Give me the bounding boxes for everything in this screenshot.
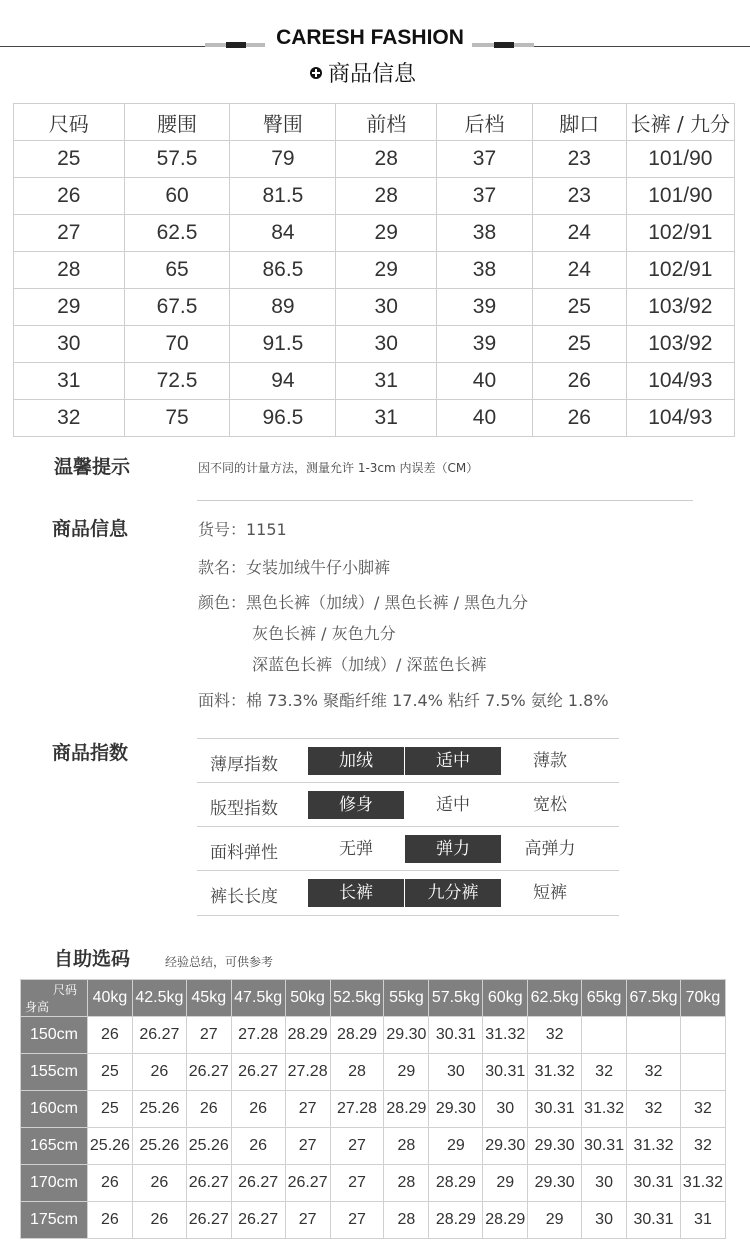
size-table-header-cell: 尺码 <box>14 104 125 141</box>
table-cell: 60 <box>124 178 230 215</box>
table-cell: 31.32 <box>680 1165 725 1202</box>
weight-header-cell: 67.5kg <box>627 980 681 1017</box>
table-cell: 28 <box>384 1202 429 1239</box>
table-row <box>21 1202 726 1239</box>
index-option: 短裤 <box>533 883 567 903</box>
info-line-sku: 货号：1151 <box>198 520 287 539</box>
index-option: 九分裤 <box>405 879 501 907</box>
index-title: 商品指数 <box>52 742 129 764</box>
table-cell: 29 <box>384 1054 429 1091</box>
table-cell: 30.31 <box>582 1128 627 1165</box>
size-table-header-cell: 臀围 <box>230 104 336 141</box>
header-line-right <box>510 46 750 47</box>
table-cell: 65 <box>124 252 230 289</box>
table-cell: 103/92 <box>626 289 734 326</box>
weight-header-cell: 55kg <box>384 980 429 1017</box>
table-cell: 30 <box>582 1165 627 1202</box>
table-row <box>21 1054 726 1091</box>
table-cell: 40 <box>437 363 533 400</box>
table-row <box>14 141 735 178</box>
table-cell: 31 <box>336 400 437 437</box>
table-cell: 30.31 <box>627 1165 681 1202</box>
size-table-header-cell: 腰围 <box>124 104 230 141</box>
table-cell: 26.27 <box>132 1017 186 1054</box>
weight-header-cell: 47.5kg <box>231 980 285 1017</box>
table-cell: 30.31 <box>483 1054 528 1091</box>
table-cell: 25.26 <box>186 1128 231 1165</box>
index-option: 无弹 <box>339 839 373 859</box>
tip-title: 温馨提示 <box>54 456 131 478</box>
table-cell: 86.5 <box>230 252 336 289</box>
size-table-header-cell: 长裤 / 九分 <box>626 104 734 141</box>
table-row <box>14 400 735 437</box>
table-row <box>21 1128 726 1165</box>
table-row <box>21 1017 726 1054</box>
table-cell: 27 <box>14 215 125 252</box>
table-cell: 27 <box>186 1017 231 1054</box>
table-cell: 30 <box>336 326 437 363</box>
table-cell: 27 <box>285 1128 330 1165</box>
table-cell: 26.27 <box>186 1165 231 1202</box>
table-cell: 81.5 <box>230 178 336 215</box>
table-row <box>14 215 735 252</box>
table-cell: 29 <box>528 1202 582 1239</box>
table-cell: 28 <box>336 141 437 178</box>
size-table <box>13 103 735 437</box>
table-cell: 103/92 <box>626 326 734 363</box>
table-cell: 38 <box>437 215 533 252</box>
table-cell: 30.31 <box>528 1091 582 1128</box>
table-cell: 26 <box>87 1202 132 1239</box>
table-row <box>14 289 735 326</box>
table-cell: 29.30 <box>528 1128 582 1165</box>
table-cell: 32 <box>582 1054 627 1091</box>
table-cell: 31.32 <box>528 1054 582 1091</box>
table-cell <box>680 1017 725 1054</box>
corner-label-height: 身高 <box>25 1000 50 1014</box>
subtitle-text: 商品信息 <box>328 62 417 87</box>
table-cell: 29 <box>336 252 437 289</box>
table-cell: 25 <box>532 326 626 363</box>
height-header-cell: 170cm <box>21 1165 88 1202</box>
weight-header-cell: 45kg <box>186 980 231 1017</box>
table-cell: 39 <box>437 326 533 363</box>
size-table-header-cell: 脚口 <box>532 104 626 141</box>
table-cell: 27 <box>330 1128 384 1165</box>
table-cell: 27 <box>285 1202 330 1239</box>
table-cell: 26 <box>532 363 626 400</box>
table-cell: 30 <box>14 326 125 363</box>
table-cell: 31.32 <box>483 1017 528 1054</box>
table-cell: 28.29 <box>429 1202 483 1239</box>
height-header-cell: 155cm <box>21 1054 88 1091</box>
table-row <box>21 1165 726 1202</box>
table-cell <box>627 1017 681 1054</box>
table-cell: 26 <box>132 1165 186 1202</box>
table-cell: 26.27 <box>186 1202 231 1239</box>
index-row-label: 薄厚指数 <box>210 755 278 775</box>
table-cell: 28 <box>14 252 125 289</box>
table-cell: 26 <box>231 1091 285 1128</box>
table-cell: 31 <box>680 1202 725 1239</box>
table-cell: 79 <box>230 141 336 178</box>
advice-note: 经验总结，可供参考 <box>165 955 274 969</box>
table-cell: 25 <box>532 289 626 326</box>
table-cell: 32 <box>680 1091 725 1128</box>
table-cell: 75 <box>124 400 230 437</box>
index-row-label: 裤长长度 <box>210 887 278 907</box>
table-cell: 31 <box>336 363 437 400</box>
height-header-cell: 175cm <box>21 1202 88 1239</box>
index-option: 修身 <box>308 791 404 819</box>
table-cell: 57.5 <box>124 141 230 178</box>
weight-header-cell: 70kg <box>680 980 725 1017</box>
table-cell: 72.5 <box>124 363 230 400</box>
table-cell: 29 <box>483 1165 528 1202</box>
table-cell: 26 <box>532 400 626 437</box>
table-row <box>14 252 735 289</box>
height-header-cell: 165cm <box>21 1128 88 1165</box>
table-cell: 26.27 <box>231 1165 285 1202</box>
weight-header-cell: 52.5kg <box>330 980 384 1017</box>
table-cell <box>582 1017 627 1054</box>
table-cell: 27 <box>330 1202 384 1239</box>
table-cell: 26 <box>87 1165 132 1202</box>
table-cell: 28.29 <box>384 1091 429 1128</box>
table-cell: 29.30 <box>384 1017 429 1054</box>
weight-header-cell: 65kg <box>582 980 627 1017</box>
table-cell: 23 <box>532 141 626 178</box>
info-line-fabric: 面料：棉 73.3% 聚酯纤维 17.4% 粘纤 7.5% 氨纶 1.8% <box>198 691 609 710</box>
table-cell: 32 <box>627 1091 681 1128</box>
table-cell: 62.5 <box>124 215 230 252</box>
table-cell: 25 <box>87 1091 132 1128</box>
table-cell: 32 <box>627 1054 681 1091</box>
size-table-header-cell: 后档 <box>437 104 533 141</box>
info-line-color: 颜色：黑色长裤（加绒）/ 黑色长裤 / 黑色九分 <box>198 593 529 612</box>
table-cell: 26 <box>132 1202 186 1239</box>
index-option: 加绒 <box>308 747 404 775</box>
table-cell: 89 <box>230 289 336 326</box>
index-option: 长裤 <box>308 879 404 907</box>
weight-header-cell: 42.5kg <box>132 980 186 1017</box>
table-cell <box>680 1054 725 1091</box>
info-line-color-3: 深蓝色长裤（加绒）/ 深蓝色长裤 <box>252 655 487 674</box>
index-row-label: 版型指数 <box>210 799 278 819</box>
index-row <box>197 738 619 783</box>
weight-header-cell: 50kg <box>285 980 330 1017</box>
table-cell: 29.30 <box>483 1128 528 1165</box>
size-table-header-cell: 前档 <box>336 104 437 141</box>
table-cell: 27 <box>330 1165 384 1202</box>
index-option: 宽松 <box>533 795 567 815</box>
index-row <box>197 782 619 827</box>
table-cell: 29 <box>14 289 125 326</box>
table-cell: 30 <box>582 1202 627 1239</box>
table-cell: 26.27 <box>285 1165 330 1202</box>
table-cell: 28.29 <box>330 1017 384 1054</box>
table-cell: 28 <box>330 1054 384 1091</box>
table-cell: 25 <box>87 1054 132 1091</box>
table-cell: 26 <box>231 1128 285 1165</box>
index-option: 薄款 <box>533 751 567 771</box>
advice-corner-cell <box>21 980 88 1017</box>
table-cell: 30.31 <box>429 1017 483 1054</box>
table-cell: 96.5 <box>230 400 336 437</box>
table-cell: 29.30 <box>429 1091 483 1128</box>
info-line-color-2: 灰色长裤 / 灰色九分 <box>252 624 396 643</box>
table-cell: 31.32 <box>627 1128 681 1165</box>
table-cell: 67.5 <box>124 289 230 326</box>
table-cell: 26 <box>14 178 125 215</box>
height-header-cell: 150cm <box>21 1017 88 1054</box>
table-cell: 32 <box>528 1017 582 1054</box>
table-cell: 26.27 <box>186 1054 231 1091</box>
table-cell: 101/90 <box>626 178 734 215</box>
table-cell: 102/91 <box>626 252 734 289</box>
corner-label-size: 尺码 <box>52 983 77 997</box>
tip-text: 因不同的计量方法，测量允许 1-3cm 内误差（CM） <box>198 461 479 475</box>
table-row <box>14 363 735 400</box>
table-cell: 94 <box>230 363 336 400</box>
table-cell: 101/90 <box>626 141 734 178</box>
weight-header-cell: 57.5kg <box>429 980 483 1017</box>
table-cell: 26.27 <box>231 1054 285 1091</box>
header-bar-right-black <box>494 42 514 48</box>
table-cell: 27.28 <box>231 1017 285 1054</box>
table-cell: 26 <box>87 1017 132 1054</box>
table-row <box>21 1091 726 1128</box>
table-cell: 38 <box>437 252 533 289</box>
table-cell: 23 <box>532 178 626 215</box>
table-cell: 32 <box>14 400 125 437</box>
table-cell: 25 <box>14 141 125 178</box>
advice-title: 自助选码 <box>54 948 131 970</box>
table-cell: 26 <box>132 1054 186 1091</box>
table-cell: 28 <box>336 178 437 215</box>
table-cell: 30 <box>483 1091 528 1128</box>
table-row <box>14 178 735 215</box>
table-cell: 104/93 <box>626 400 734 437</box>
advice-table <box>20 979 726 1239</box>
height-header-cell: 160cm <box>21 1091 88 1128</box>
table-cell: 27.28 <box>285 1054 330 1091</box>
table-cell: 30.31 <box>627 1202 681 1239</box>
table-cell: 26.27 <box>231 1202 285 1239</box>
table-cell: 32 <box>680 1128 725 1165</box>
index-row <box>197 870 619 916</box>
table-cell: 27 <box>285 1091 330 1128</box>
brand-title: CARESH FASHION <box>276 26 464 49</box>
index-option: 适中 <box>436 795 470 815</box>
table-cell: 28 <box>384 1165 429 1202</box>
index-option: 弹力 <box>405 835 501 863</box>
table-cell: 37 <box>437 178 533 215</box>
table-cell: 28.29 <box>285 1017 330 1054</box>
table-cell: 25.26 <box>132 1091 186 1128</box>
table-cell: 25.26 <box>87 1128 132 1165</box>
table-cell: 104/93 <box>626 363 734 400</box>
advice-table-header <box>21 980 726 1017</box>
table-cell: 70 <box>124 326 230 363</box>
table-cell: 31 <box>14 363 125 400</box>
table-cell: 28.29 <box>483 1202 528 1239</box>
table-cell: 27.28 <box>330 1091 384 1128</box>
table-cell: 39 <box>437 289 533 326</box>
tip-divider <box>197 500 693 501</box>
table-cell: 31.32 <box>582 1091 627 1128</box>
header-line-left <box>0 46 240 47</box>
table-cell: 30 <box>336 289 437 326</box>
table-cell: 29 <box>429 1128 483 1165</box>
index-option: 适中 <box>405 747 501 775</box>
table-cell: 30 <box>429 1054 483 1091</box>
table-row <box>14 326 735 363</box>
info-line-name: 款名：女装加绒牛仔小脚裤 <box>198 558 391 577</box>
index-option: 高弹力 <box>524 839 576 859</box>
table-cell: 37 <box>437 141 533 178</box>
table-cell: 29 <box>336 215 437 252</box>
table-cell: 24 <box>532 215 626 252</box>
table-cell: 102/91 <box>626 215 734 252</box>
size-table-header <box>14 104 735 141</box>
table-cell: 28 <box>384 1128 429 1165</box>
table-cell: 24 <box>532 252 626 289</box>
weight-header-cell: 60kg <box>483 980 528 1017</box>
weight-header-cell: 40kg <box>87 980 132 1017</box>
table-cell: 91.5 <box>230 326 336 363</box>
index-row-label: 面料弹性 <box>210 843 278 863</box>
header-bar-left-black <box>226 42 246 48</box>
table-cell: 84 <box>230 215 336 252</box>
table-cell: 40 <box>437 400 533 437</box>
table-cell: 29.30 <box>528 1165 582 1202</box>
weight-header-cell: 62.5kg <box>528 980 582 1017</box>
table-cell: 26 <box>186 1091 231 1128</box>
section-subtitle <box>300 57 460 88</box>
info-title: 商品信息 <box>52 518 129 540</box>
plus-circle-icon <box>310 67 322 79</box>
index-row <box>197 826 619 871</box>
table-cell: 28.29 <box>429 1165 483 1202</box>
table-cell: 25.26 <box>132 1128 186 1165</box>
